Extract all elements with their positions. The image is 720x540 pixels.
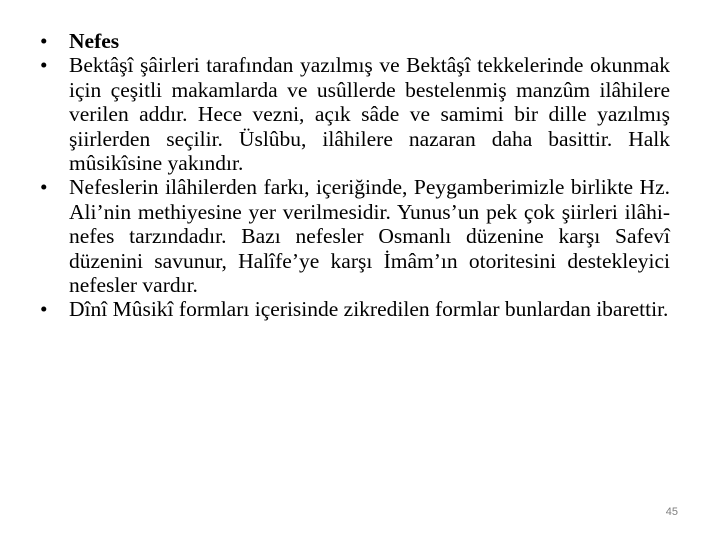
bullet-text: Nefeslerin ilâhilerden farkı, içeriğinde, Peygamberimizle birlikte Hz. Ali’nin methiyesine yer verilmesidir. Yunus’un pek çok şiirleri ilâhi-nefes tarzındadır. Bazı nefesler Osmanlı düzenine karşı Safevî düzenini savunur, Halîfe’ye karşı İmâm’ın otoritesini destekleyici nefesler vardır. <box>69 175 670 298</box>
bullet-item-title <box>40 29 670 53</box>
bullet-icon: • <box>40 175 48 200</box>
bullet-icon: • <box>40 297 48 322</box>
bullet-text: Dînî Mûsikî formları içerisinde zikredilen formlar bunlardan ibarettir. <box>69 297 669 322</box>
bullet-item-conclusion <box>40 297 670 321</box>
bullet-heading: Nefes <box>69 29 120 53</box>
bullet-item-difference <box>40 175 670 297</box>
bullet-list <box>40 29 670 322</box>
bullet-text: Bektâşî şâirleri tarafından yazılmış ve Bektâşî tekkelerinde okunmak için çeşitli makamlarda ve usûllerde bestelenmiş manzûm ilâhilere verilen addır. Hece vezni, açık sâde ve samimi bir dille yazılmış şiirlerden seçilir. Üslûbu, ilâhilere nazaran daha basittir. Halk mûsikîsine yakındır. <box>69 53 670 176</box>
bullet-item-definition <box>40 53 670 175</box>
bullet-icon: • <box>40 29 48 53</box>
page-number: 45 <box>665 506 678 518</box>
bullet-icon: • <box>40 53 48 78</box>
